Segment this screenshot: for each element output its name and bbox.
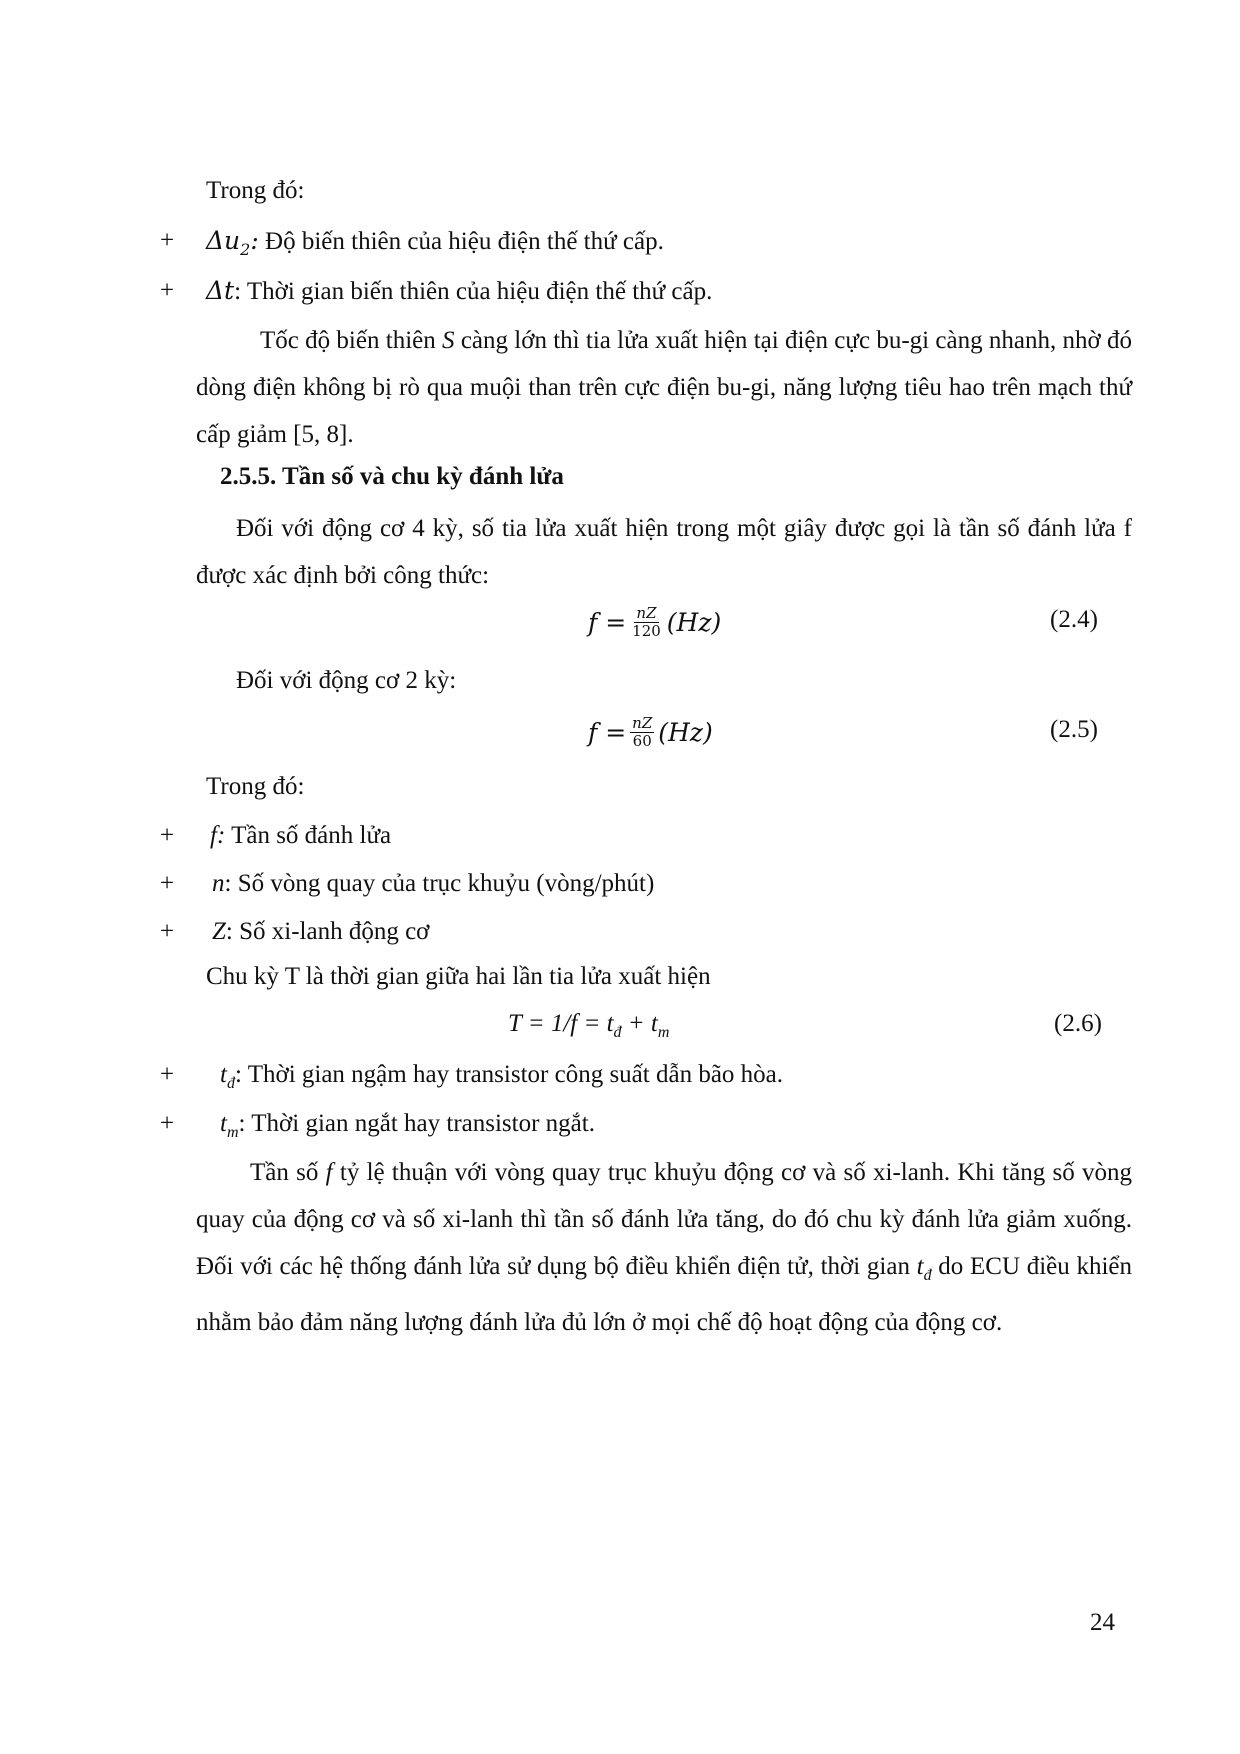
definition-t-d: $t_đ$: Thời gian ngậm hay transistor công suất dẫn bão hòa. <box>220 1061 784 1092</box>
bullet-plus: + <box>160 277 175 304</box>
paragraph-2-stroke: Đối với động cơ 2 kỳ: <box>236 667 457 694</box>
bullet-plus: + <box>160 918 175 945</box>
equation-number-2-6: (2.6) <box>1054 1010 1102 1037</box>
equation-2-6: $T = 1/f = t_đ + t_m$ <box>508 1010 670 1041</box>
definition-t-m: $t_m$: Thời gian ngắt hay transistor ngắt. <box>220 1110 595 1141</box>
paragraph-conclusion: Tần số f tỷ lệ thuận với vòng quay trục khuỷu động cơ và số xi-lanh. Khi tăng số vòng quay của động cơ và số xi-lanh thì tần số đánh lửa tăng, do đó chu kỳ đánh lửa giảm xuống. Đối với các hệ thống đánh lửa sử dụng bộ điều khiển điện tử, thời gian $t_đ$ do ECU điều khiển nhằm bảo đảm năng lượng đánh lửa đủ lớn ở mọi chế độ hoạt động của động cơ. <box>196 1159 1132 1336</box>
section-heading: 2.5.5. Tần số và chu kỳ đánh lửa <box>220 463 564 490</box>
definition-n: n: Số vòng quay của trục khuỷu (vòng/phút) <box>212 870 655 897</box>
bullet-plus: + <box>160 1061 175 1088</box>
paragraph-period: Chu kỳ T là thời gian giữa hai lần tia lửa xuất hiện <box>206 963 711 990</box>
where-label-1: Trong đó: <box>206 177 305 204</box>
bullet-plus: + <box>160 822 175 849</box>
definition-z: Z: Số xi-lanh động cơ <box>212 918 430 945</box>
bullet-plus: + <box>160 1110 175 1137</box>
equation-2-5: f = $\frac{nZ}{60}$ (Hz) <box>588 714 713 750</box>
bullet-plus: + <box>160 870 175 897</box>
paragraph-4-stroke: Đối với động cơ 4 kỳ, số tia lửa xuất hiện trong một giây được gọi là tần số đánh lửa f được xác định bởi công thức: <box>196 515 1132 589</box>
definition-f: f: Tần số đánh lửa <box>210 822 392 849</box>
equation-number-2-5: (2.5) <box>1050 716 1098 743</box>
equation-number-2-4: (2.4) <box>1050 606 1098 633</box>
definition-delta-u2: $\Delta u_2$: Độ biến thiên của hiệu điện thế thứ cấp. <box>206 226 664 259</box>
paragraph-speed: Tốc độ biến thiên S càng lớn thì tia lửa xuất hiện tại điện cực bu-gi càng nhanh, nhờ đó dòng điện không bị rò qua muội than trên cực điện bu-gi, năng lượng tiêu hao trên mạch thứ cấp giảm [5, 8]. <box>196 327 1132 448</box>
equation-2-4: f = $\frac{nZ}{120}$ (Hz) <box>588 604 722 640</box>
page-number: 24 <box>1090 1609 1115 1636</box>
definition-delta-t: Δt: Thời gian biến thiên của hiệu điện thế thứ cấp. <box>206 276 713 305</box>
bullet-plus: + <box>160 227 175 254</box>
where-label-2: Trong đó: <box>206 773 305 800</box>
